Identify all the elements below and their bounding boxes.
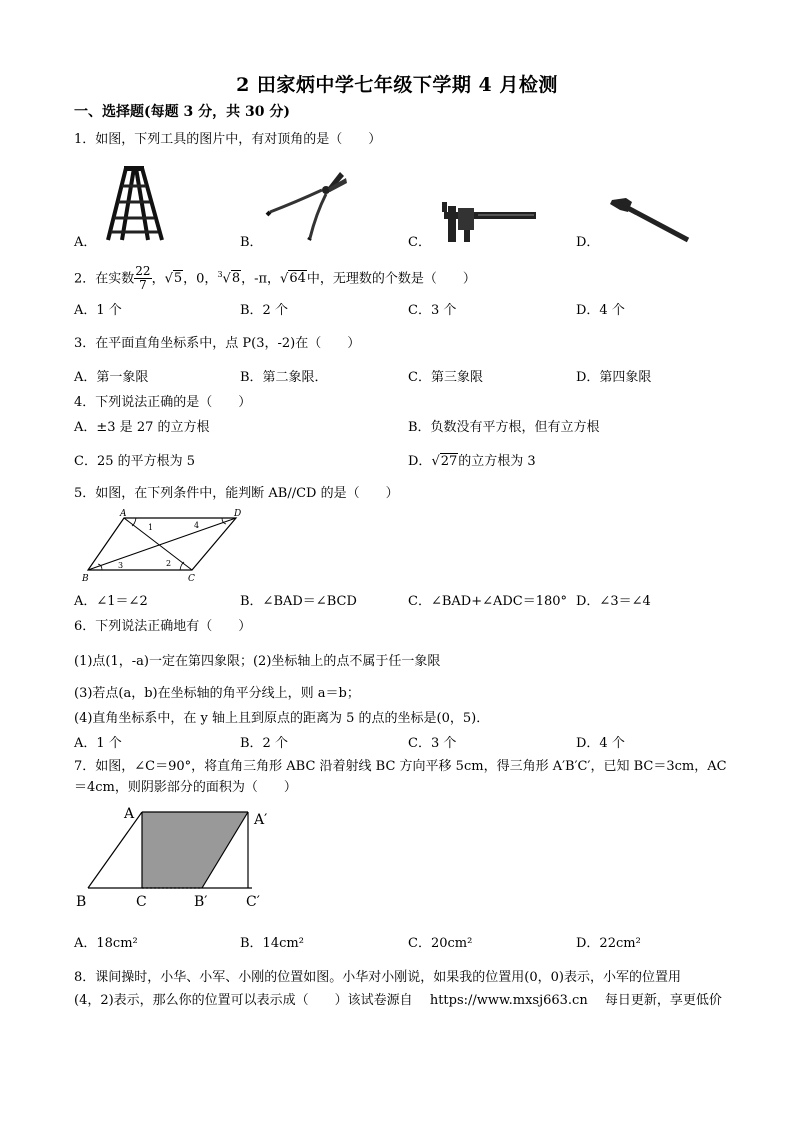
pliers-icon bbox=[266, 168, 348, 240]
question-7-line-2: ＝4cm，则阴影部分的面积为（ ） bbox=[74, 780, 297, 795]
q7-option-a[interactable]: A．18cm² bbox=[74, 936, 138, 951]
q4-d-suffix: 的立方根为 3 bbox=[458, 454, 536, 469]
sqrt-sign: √ bbox=[164, 271, 173, 287]
hammer-icon bbox=[604, 196, 694, 244]
q2-option-a[interactable]: A．1 个 bbox=[74, 303, 122, 318]
q3-option-b[interactable]: B．第二象限． bbox=[240, 370, 328, 385]
q2-prefix: 2．在实数 bbox=[74, 271, 135, 287]
q1-option-d[interactable]: D． bbox=[576, 235, 600, 250]
q2-frac-den: 7 bbox=[139, 278, 147, 293]
question-2-stem bbox=[74, 262, 476, 293]
q2-frac-num: 22 bbox=[135, 264, 151, 279]
question-6-stem: 6．下列说法正确地有（ ） bbox=[74, 619, 252, 634]
q2-option-c[interactable]: C．3 个 bbox=[408, 303, 457, 318]
q5-option-c[interactable]: C．∠BAD+∠ADC＝180° bbox=[408, 594, 568, 609]
q4-option-b[interactable]: B．负数没有平方根，但有立方根 bbox=[408, 420, 600, 435]
label-A-prime: A′ bbox=[254, 812, 268, 828]
q2-sqrt5: 5 bbox=[173, 271, 183, 287]
question-8-line-1: 8．课间操时，小华、小军、小刚的位置如图。小华对小刚说，如果我的位置用(0，0)表示，小军的位置用 bbox=[74, 970, 681, 985]
label-A: A bbox=[120, 509, 127, 519]
label-D: D bbox=[234, 509, 242, 519]
ladder-icon bbox=[104, 166, 164, 242]
caliper-icon bbox=[438, 200, 538, 244]
q3-option-c[interactable]: C．第三象限 bbox=[408, 370, 483, 385]
q6-option-b[interactable]: B．2 个 bbox=[240, 736, 288, 751]
label-B: B bbox=[76, 894, 87, 910]
q2-rest2: ，-π， bbox=[241, 271, 281, 287]
q6-option-a[interactable]: A．1 个 bbox=[74, 736, 122, 751]
q3-option-a[interactable]: A．第一象限 bbox=[74, 370, 149, 385]
question-1-stem: 1．如图，下列工具的图片中，有对顶角的是（ ） bbox=[74, 132, 382, 147]
page-title: 2 田家炳中学七年级下学期 4 月检测 bbox=[236, 74, 558, 96]
q2-cbrt-index: 3 bbox=[217, 270, 223, 279]
q4-d-radicand: 27 bbox=[440, 454, 458, 469]
q3-option-d[interactable]: D．第四象限 bbox=[576, 370, 652, 385]
q6-option-d[interactable]: D．4 个 bbox=[576, 736, 625, 751]
q2-option-d[interactable]: D．4 个 bbox=[576, 303, 625, 318]
q4-d-prefix: D． bbox=[408, 454, 432, 469]
q5-option-d[interactable]: D．∠3＝∠4 bbox=[576, 594, 651, 609]
label-B-prime: B′ bbox=[194, 894, 208, 910]
q1-option-c[interactable]: C． bbox=[408, 235, 431, 250]
question-8-line-2: (4，2)表示，那么你的位置可以表示成（ ）该试卷源自 https://www.mxsj663.cn 每日更新，享更低价 bbox=[74, 993, 722, 1008]
q6-option-c[interactable]: C．3 个 bbox=[408, 736, 457, 751]
question-4-stem: 4．下列说法正确的是（ ） bbox=[74, 395, 252, 410]
q2-option-b[interactable]: B．2 个 bbox=[240, 303, 288, 318]
q2-suffix: 中，无理数的个数是（ ） bbox=[306, 271, 476, 287]
label-C-prime: C′ bbox=[246, 894, 260, 910]
label-C: C bbox=[136, 894, 147, 910]
q4-option-a[interactable]: A．±3 是 27 的立方根 bbox=[74, 420, 210, 435]
translation-figure bbox=[74, 804, 274, 914]
angle-label-1: 1 bbox=[148, 523, 154, 532]
q6-statement-3: (3)若点(a，b)在坐标轴的角平分线上，则 a＝b； bbox=[74, 686, 360, 701]
question-3-stem: 3．在平面直角坐标系中，点 P(3，-2)在（ ） bbox=[74, 336, 361, 351]
label-C: C bbox=[188, 574, 195, 584]
q1-option-a[interactable]: A． bbox=[74, 235, 97, 250]
q5-option-a[interactable]: A．∠1＝∠2 bbox=[74, 594, 148, 609]
angle-label-2: 2 bbox=[166, 559, 172, 568]
q2-cbrt8: 8 bbox=[231, 271, 241, 287]
question-5-stem: 5．如图，在下列条件中，能判断 AB//CD 的是（ ） bbox=[74, 486, 399, 501]
q5-option-b[interactable]: B．∠BAD＝∠BCD bbox=[240, 594, 357, 609]
q2-fraction bbox=[134, 265, 151, 292]
q7-option-d[interactable]: D．22cm² bbox=[576, 936, 641, 951]
q6-statement-1-2: (1)点(1，-a)一定在第四象限；(2)坐标轴上的点不属于任一象限 bbox=[74, 654, 441, 669]
q2-sqrt64: 64 bbox=[289, 271, 306, 287]
sqrt-sign: √ bbox=[431, 454, 440, 469]
q7-option-b[interactable]: B．14cm² bbox=[240, 936, 304, 951]
q4-option-d[interactable] bbox=[408, 452, 536, 472]
q2-sep1: ， bbox=[151, 271, 165, 287]
q1-option-b[interactable]: B． bbox=[240, 235, 263, 250]
label-A: A bbox=[124, 806, 135, 822]
sqrt-sign: √ bbox=[280, 271, 289, 287]
sqrt-sign: √ bbox=[222, 271, 231, 287]
section-heading: 一、选择题(每题 3 分，共 30 分) bbox=[74, 104, 290, 120]
q7-option-c[interactable]: C．20cm² bbox=[408, 936, 473, 951]
angle-label-3: 3 bbox=[118, 561, 124, 570]
parallelogram-figure bbox=[80, 508, 250, 584]
angle-label-4: 4 bbox=[194, 521, 200, 530]
question-7-line-1: 7．如图，∠C＝90°，将直角三角形 ABC 沿着射线 BC 方向平移 5cm，得三角形 A′B′C′，已知 BC＝3cm，AC bbox=[74, 759, 727, 774]
q2-rest1: ，0， bbox=[183, 271, 218, 287]
q4-option-c[interactable]: C．25 的平方根为 5 bbox=[74, 454, 196, 469]
label-B: B bbox=[82, 574, 89, 584]
q6-statement-4: (4)直角坐标系中，在 y 轴上且到原点的距离为 5 的点的坐标是(0，5)． bbox=[74, 711, 490, 726]
